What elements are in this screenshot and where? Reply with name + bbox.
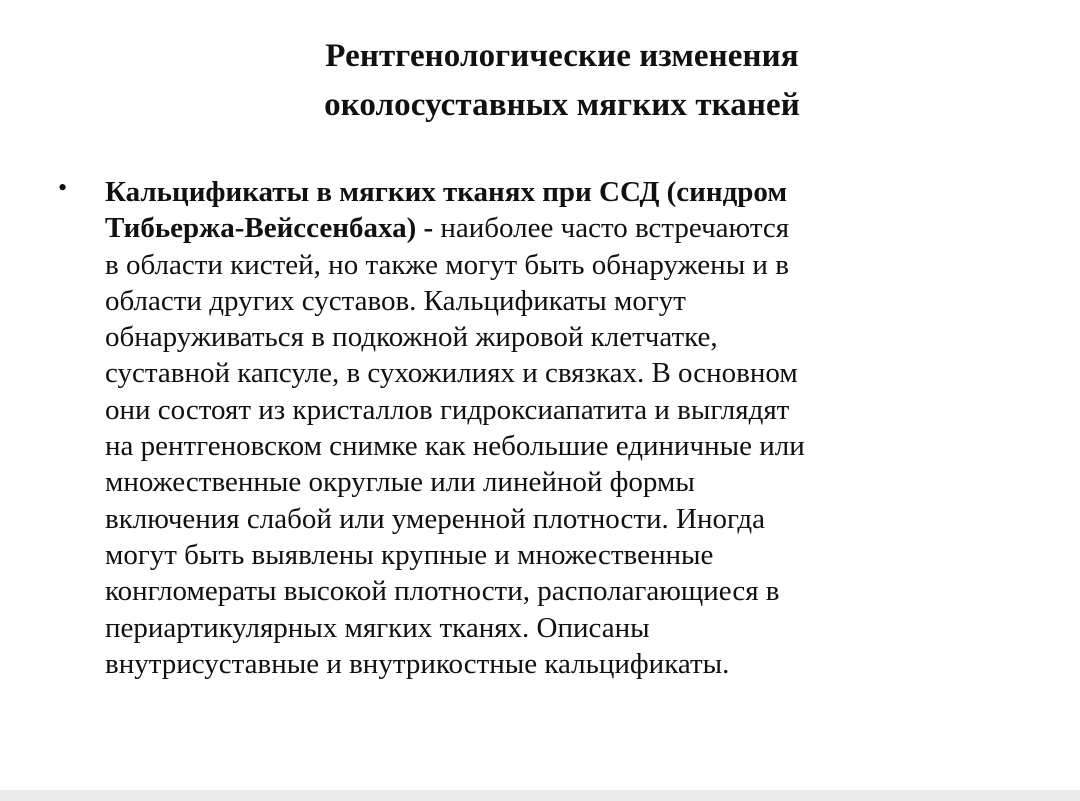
bold-term: Кальцификаты в мягких тканях при ССД (синдром xyxy=(105,176,788,208)
paragraph-line: они состоят из кристаллов гидроксиапатита и выглядят xyxy=(105,393,790,426)
paragraph-line: конгломераты высокой плотности, располагающиеся в xyxy=(105,575,780,608)
paragraph-line: на рентгеновском снимке как небольшие единичные или xyxy=(105,430,805,463)
paragraph-line: области других суставов. Кальцификаты могут xyxy=(105,284,686,317)
paragraph-line: могут быть выявлены крупные и множественные xyxy=(105,538,714,571)
paragraph-line: внутрисуставные и внутрикостные кальцификаты. xyxy=(105,647,730,680)
paragraph-line: обнаруживаться в подкожной жировой клетчатке, xyxy=(105,321,718,354)
slide-title-line-1: Рентгенологические изменения xyxy=(325,38,799,74)
paragraph-line: в области кистей, но также могут быть обнаружены и в xyxy=(105,248,789,281)
paragraph-line: суставной капсуле, в сухожилиях и связках. В основном xyxy=(105,357,798,390)
paragraph-line: включения слабой или умеренной плотности. Иногда xyxy=(105,502,766,535)
paragraph-line xyxy=(105,174,1055,210)
paragraph-line xyxy=(105,210,1055,246)
bold-term: Тибьержа-Вейссенбаха) - xyxy=(105,212,434,245)
paragraph-line: периартикулярных мягких тканях. Описаны xyxy=(105,611,650,644)
paragraph-text: наиболее часто встречаются xyxy=(433,212,790,245)
paragraph-line: множественные округлые или линейной формы xyxy=(105,466,695,499)
bullet-paragraph xyxy=(105,174,1055,682)
slide-title-line-2: околосуставных мягких тканей xyxy=(324,87,800,123)
bullet-dot-icon: • xyxy=(58,173,68,202)
slide-title xyxy=(0,32,1080,130)
